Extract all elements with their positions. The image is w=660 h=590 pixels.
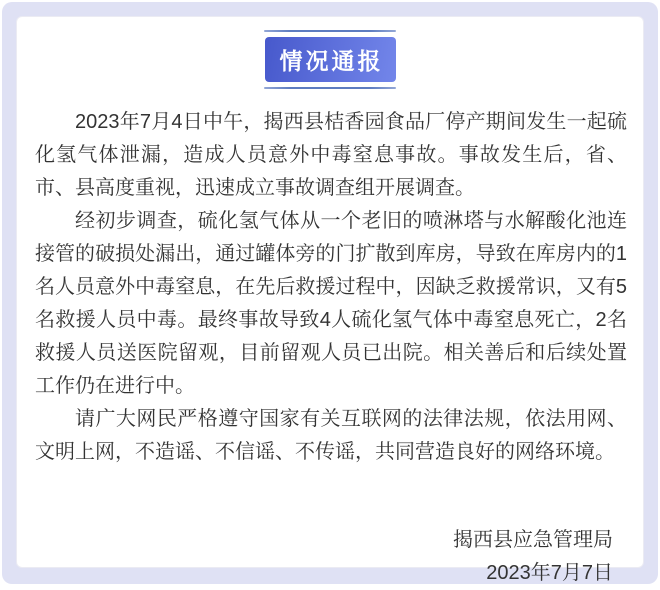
signature: 揭西县应急管理局 [453, 529, 613, 551]
signature-block [17, 524, 643, 590]
notice-body [35, 106, 627, 469]
divider-top [264, 30, 396, 32]
report-title-badge [265, 37, 396, 82]
paragraph-investigation: 经初步调查，硫化氢气体从一个老旧的喷淋塔与水解酸化池连接管的破损处漏出，通过罐体旁的门扩散到库房，导致在库房内的1名人员意外中毒窒息，在先后救援过程中，因缺乏救援常识，又有5名救援人员中毒。最终事故导致4人硫化氢气体中毒窒息死亡，2名救援人员送医院留观，目前留观人员已出院。相关善后和后续处置工作仍在进行中。 [35, 210, 627, 397]
report-title: 情况通报 [279, 48, 384, 74]
paragraph-incident: 2023年7月4日中午，揭西县桔香园食品厂停产期间发生一起硫化氢气体泄漏，造成人员意外中毒窒息事故。事故发生后，省、市、县高度重视，迅速成立事故调查组开展调查。 [35, 111, 627, 199]
divider-bottom [264, 87, 396, 89]
title-block [17, 30, 643, 89]
paragraph-appeal: 请广大网民严格遵守国家有关互联网的法律法规，依法用网、文明上网，不造谣、不信谣、不传谣，共同营造良好的网络环境。 [35, 408, 627, 463]
notice-date: 2023年7月7日 [486, 562, 613, 584]
notice-card [16, 16, 644, 584]
page-frame [2, 2, 658, 584]
